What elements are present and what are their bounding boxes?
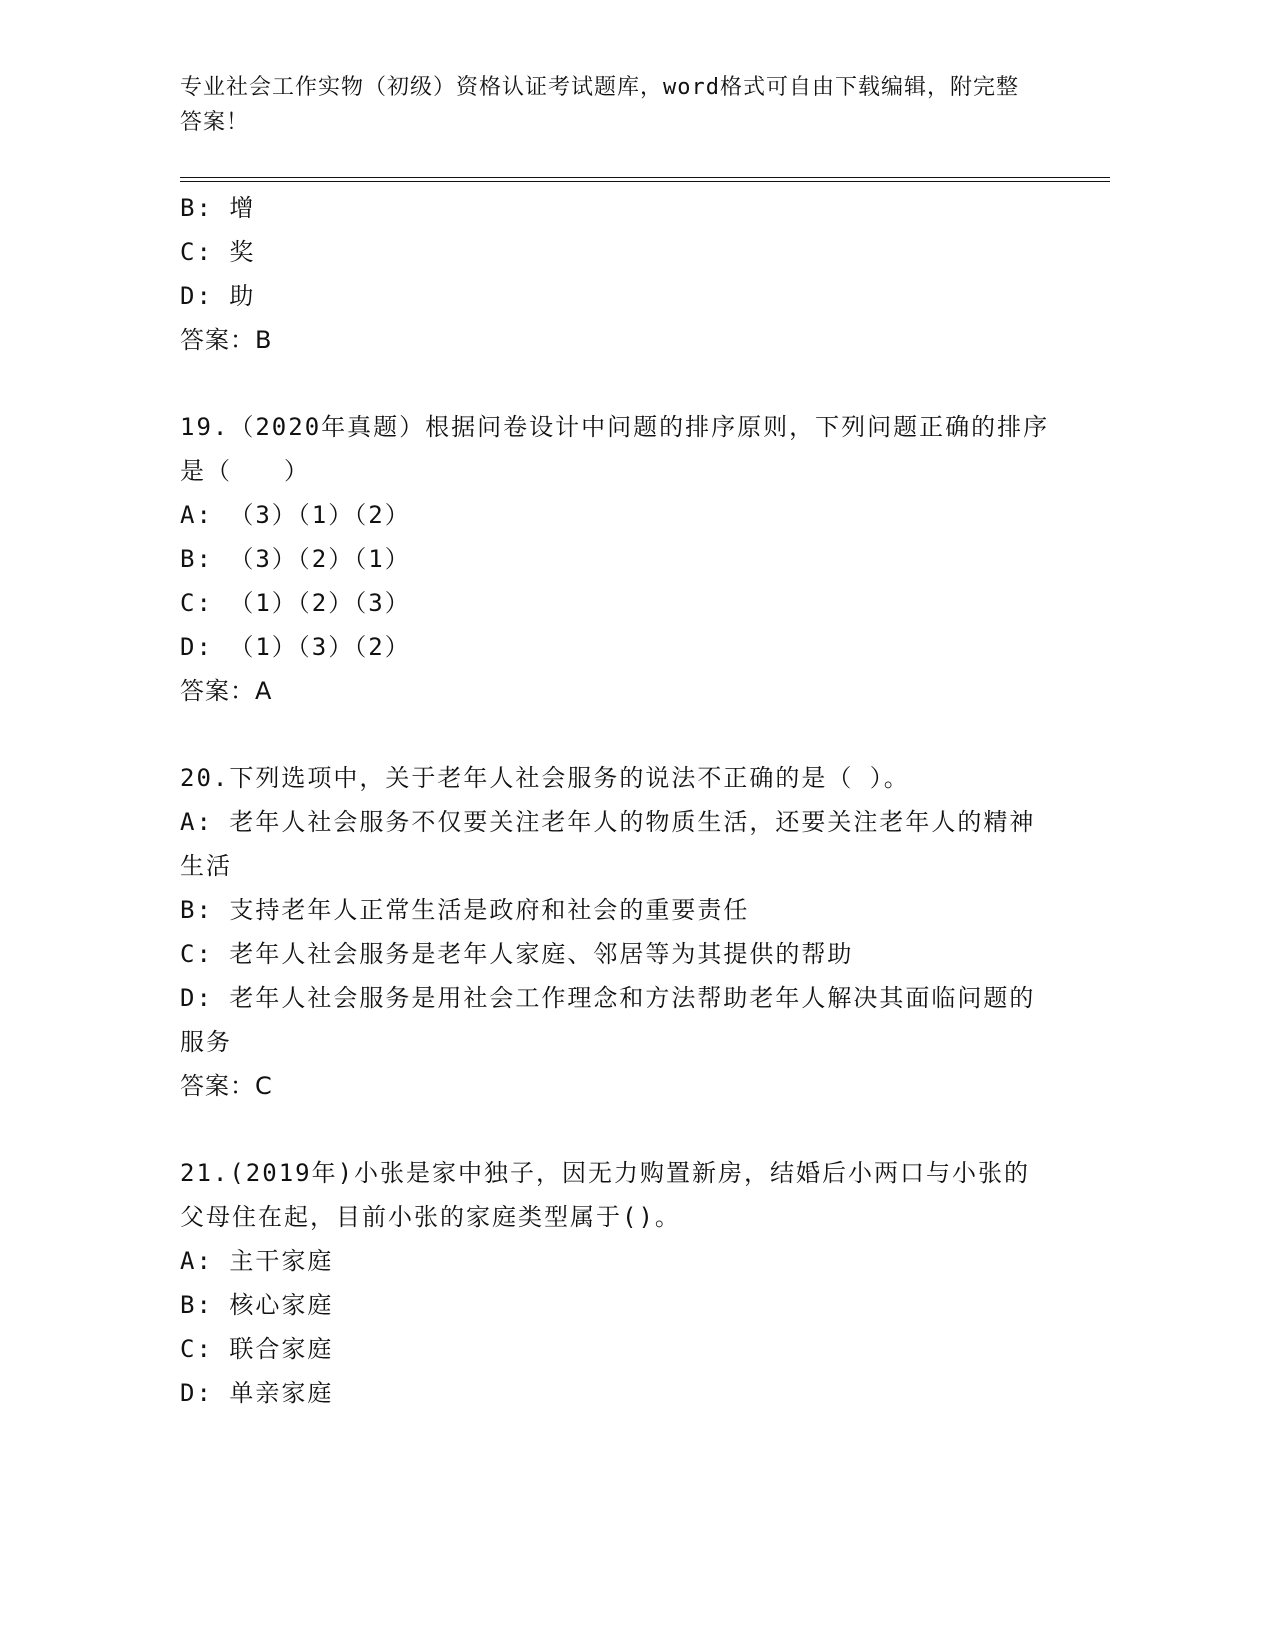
option-c: C: （1）（2）（3）: [180, 589, 411, 617]
question-text: 21.(2019年)小张是家中独子，因无力购置新房，结婚后小两口与小张的父母住在起，目前小张的家庭类型属于()。: [180, 1159, 1031, 1231]
option-c: C: 老年人社会服务是老年人家庭、邻居等为其提供的帮助: [180, 940, 854, 968]
option-d: D: 老年人社会服务是用社会工作理念和方法帮助老年人解决其面临问题的服务: [180, 984, 1036, 1056]
option-c: C: 奖: [180, 238, 256, 266]
page-header: 专业社会工作实物（初级）资格认证考试题库，word格式可自由下载编辑，附完整答案！: [180, 75, 1019, 135]
question-19: [180, 405, 1050, 713]
question-18: [180, 186, 1050, 362]
option-a: A: （3）（1）（2）: [180, 501, 411, 529]
question-text: 19.（2020年真题）根据问卷设计中问题的排序原则，下列问题正确的排序是（ ）: [180, 413, 1050, 485]
question-list: [180, 186, 1050, 1415]
header-divider: [180, 177, 1110, 182]
option-c: C: 联合家庭: [180, 1335, 334, 1363]
option-d: D: 助: [180, 282, 256, 310]
option-d: D: （1）（3）（2）: [180, 633, 411, 661]
answer: 答案：B: [180, 326, 273, 354]
option-b: B: 核心家庭: [180, 1291, 334, 1319]
option-a: A: 主干家庭: [180, 1247, 334, 1275]
answer: 答案：A: [180, 677, 273, 705]
spacer: [180, 362, 1050, 405]
question-20: [180, 756, 1050, 1108]
question-text: 20.下列选项中，关于老年人社会服务的说法不正确的是（ ）。: [180, 764, 910, 792]
option-b: B: （3）（2）（1）: [180, 545, 411, 573]
option-d: D: 单亲家庭: [180, 1379, 334, 1407]
option-a: A: 老年人社会服务不仅要关注老年人的物质生活，还要关注老年人的精神生活: [180, 808, 1036, 880]
option-b: B: 支持老年人正常生活是政府和社会的重要责任: [180, 896, 750, 924]
answer: 答案：C: [180, 1072, 273, 1100]
option-b: B: 增: [180, 194, 256, 222]
document-page: [180, 0, 1110, 1650]
spacer: [180, 1108, 1050, 1151]
question-21: [180, 1151, 1050, 1415]
spacer: [180, 713, 1050, 756]
